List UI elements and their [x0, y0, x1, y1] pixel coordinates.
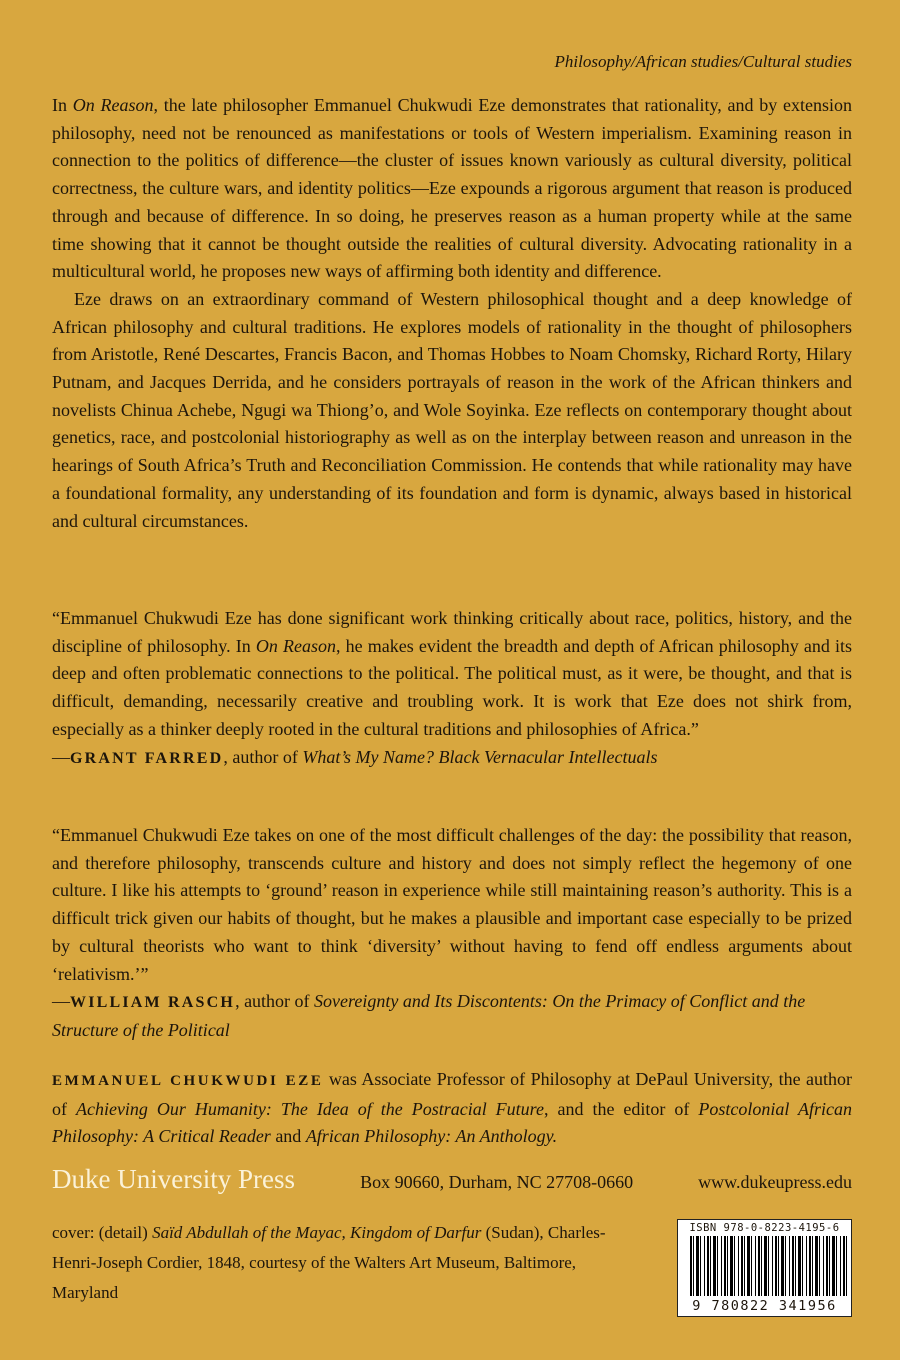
- blurb-author-book: What’s My Name? Black Vernacular Intellectuals: [302, 746, 658, 767]
- isbn-barcode: [677, 1219, 852, 1317]
- description: [52, 92, 852, 535]
- blurb-attribution: —GRANT FARRED, author of What’s My Name? Black Vernacular Intellectuals: [52, 746, 658, 767]
- subject-category: Philosophy/African studies/Cultural studies: [554, 52, 852, 71]
- author-book: Achieving Our Humanity: The Idea of the Postracial Future: [75, 1098, 545, 1119]
- publisher-website: www.dukeupress.edu: [698, 1172, 852, 1192]
- blurb-attribution: —WILLIAM RASCH, author of Sovereignty and Its Discontents: On the Primacy of Conflict and the Structure of the Political: [52, 991, 806, 1040]
- author-bio: EMMANUEL CHUKWUDI EZE was Associate Professor of Philosophy at DePaul University, the author of Achieving Our Humanity: The Idea of the Postracial Future, and the editor of Postcolonial African Philosophy: A Critical Reader and African Philosophy: An Anthology.: [52, 1069, 852, 1147]
- blurb-william-rasch: [52, 822, 852, 1045]
- publisher-address: Box 90660, Durham, NC 27708-0660: [360, 1172, 634, 1192]
- author-book: Postcolonial African Philosophy: A Critical Reader: [52, 1098, 852, 1147]
- barcode-bars: [690, 1236, 848, 1296]
- isbn-label: ISBN 978-0-8223-4195-6: [689, 1222, 840, 1234]
- blurb-quote: “Emmanuel Chukwudi Eze takes on one of the most difficult challenges of the day: the possibility that reason, and therefore philosophy, transcends culture and history and does not simply reflect the hegemony of one culture. I like his attempts to ‘ground’ reason in experience while still maintaining reason’s authority. This is a difficult trick given our habits of thought, but he makes a plausible and important case especially to be prized by cultural theorists who want to think ‘diversity’ without having to fend off endless arguments about ‘relativism.’”: [52, 825, 852, 984]
- cover-credit: cover: (detail) Saïd Abdullah of the Mayac, Kingdom of Darfur (Sudan), Charles-Henri-Joseph Cordier, 1848, courtesy of the Walters Art Museum, Baltimore, Maryland: [52, 1223, 606, 1302]
- artwork-title: Saïd Abdullah of the Mayac, Kingdom of Darfur: [152, 1223, 482, 1242]
- blurb-author-book: Sovereignty and Its Discontents: On the Primacy of Conflict and the Structure of the Political: [52, 991, 806, 1040]
- publisher-line: [52, 1164, 852, 1195]
- author-book: African Philosophy: An Anthology.: [305, 1126, 558, 1147]
- publisher-name: Duke University Press: [52, 1164, 295, 1194]
- blurb-quote: “Emmanuel Chukwudi Eze has done significant work thinking critically about race, politics, history, and the discipline of philosophy. In On Reason, he makes evident the breadth and depth of African philosophy and its deep and often problematic connections to the political. The political must, as it were, be thought, and that is difficult, demanding, necessarily creative and troubling work. It is work that Eze does not shirk from, especially as a thinker deeply rooted in the cultural traditions and philosophies of Africa.”: [52, 608, 852, 739]
- author-name: EMMANUEL CHUKWUDI EZE: [52, 1073, 324, 1089]
- blurb-author: GRANT FARRED: [70, 749, 224, 767]
- description-paragraph-2: Eze draws on an extraordinary command of Western philosophical thought and a deep knowledge of African philosophy and cultural traditions. He explores models of rationality in the thought of philosophers from Aristotle, René Descartes, Francis Bacon, and Thomas Hobbes to Noam Chomsky, Richard Rorty, Hilary Putnam, and Jacques Derrida, and he considers portrayals of reason in the work of the African thinkers and novelists Chinua Achebe, Ngugi wa Thiong’o, and Wole Soyinka. Eze reflects on contemporary thought about genetics, race, and postcolonial historiography as well as on the interplay between reason and unreason in the hearings of South Africa’s Truth and Reconciliation Commission. He contends that while rationality may have a foundational formality, any understanding of its foundation and form is dynamic, always based in historical and cultural circumstances.: [52, 288, 852, 531]
- description-paragraph-1: In On Reason, the late philosopher Emmanuel Chukwudi Eze demonstrates that rationality, and by extension philosophy, need not be renounced as manifestations or tools of Western imperialism. Examining reason in connection to the politics of difference—the cluster of issues known variously as cultural diversity, political correctness, the culture wars, and identity politics—Eze expounds a rigorous argument that reason is produced through and because of difference. In so doing, he preserves reason as a human property while at the same time showing that it cannot be thought outside the realities of cultural diversity. Advocating rationality in a multicultural world, he proposes new ways of affirming both identity and difference.: [52, 95, 852, 282]
- blurb-author: WILLIAM RASCH: [70, 994, 236, 1012]
- ean-digits: 9 780822 341956: [692, 1298, 837, 1314]
- book-title: On Reason: [72, 95, 154, 115]
- book-title: On Reason: [255, 635, 336, 656]
- blurb-grant-farred: [52, 605, 852, 772]
